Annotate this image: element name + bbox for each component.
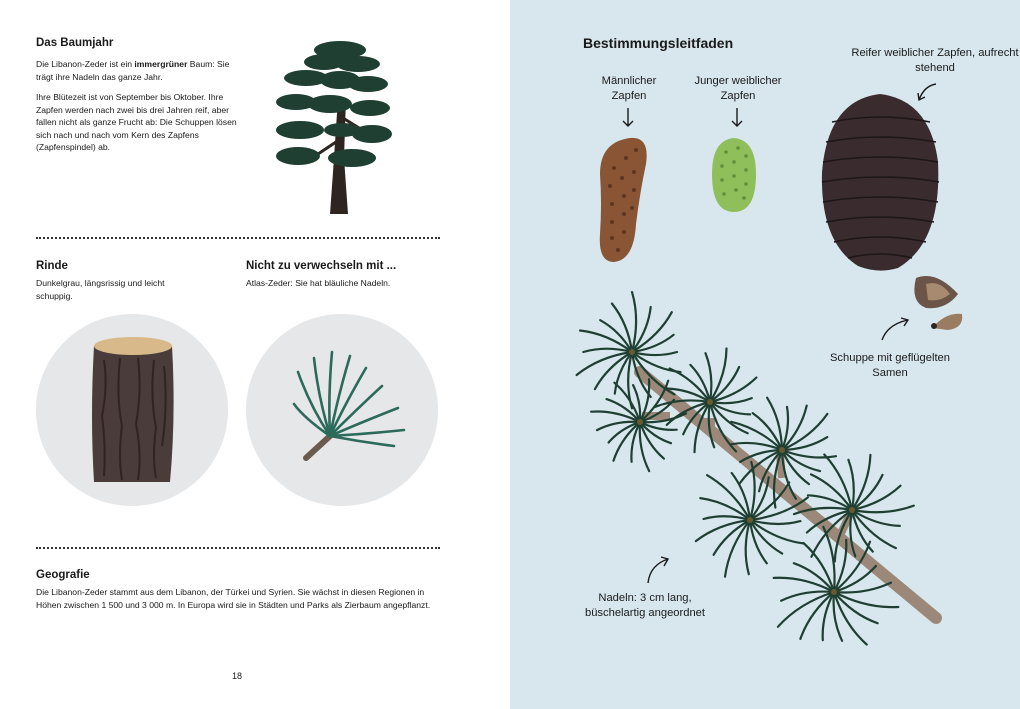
divider-2 — [36, 547, 440, 549]
baumjahr-paragraph-2: Ihre Blütezeit ist von September bis Oktober. Ihre Zapfen werden nach zwei bis drei Jahren reif, aber fallen nicht als ganze Frucht ab: Die Schuppen lösen sich nach und nach vom Kern des Zapfens (Zapfenspindel) ab. — [36, 92, 237, 153]
needle-cluster-center — [629, 349, 635, 355]
needle — [746, 520, 750, 574]
young-cone-label: Junger weiblicher Zapfen — [694, 75, 782, 102]
young-cone-arrow-icon — [731, 108, 743, 128]
male-cone-arrow-icon — [622, 108, 634, 128]
geografie-text: Die Libanon-Zeder stammt aus dem Libanon, der Türkei und Syrien. Sie wächst in diesen Regionen in Höhen zwischen 1 500 und 3 000 m. In Europa wird sie in Städten und Parks als Zierbaum angepflanzt. — [36, 587, 431, 610]
baumjahr-paragraph-1: Die Libanon-Zeder ist ein immergrüner Baum: Sie trägt ihre Nadeln das ganze Jahr. — [36, 59, 230, 82]
needle-cluster-center — [831, 589, 837, 595]
male-cone-illustration — [592, 134, 652, 266]
needle — [750, 520, 800, 524]
needle — [704, 516, 751, 520]
scale-seed-label: Schuppe mit geflügelten Samen — [829, 352, 951, 379]
needle-cluster-center — [707, 399, 713, 405]
cedar-tree-illustration — [272, 38, 392, 216]
needle — [823, 592, 834, 640]
needle — [778, 592, 834, 627]
verwechseln-heading: Nicht zu verwechseln mit ... — [246, 260, 397, 272]
needle — [774, 578, 834, 592]
rinde-heading: Rinde — [36, 260, 68, 272]
needle — [834, 592, 898, 607]
needles-arrow-icon — [646, 557, 670, 585]
bark-illustration — [90, 336, 176, 486]
page-number: 18 — [232, 671, 243, 681]
young-cone-illustration — [710, 136, 758, 214]
needle-cluster-center — [779, 447, 785, 453]
baumjahr-heading: Das Baumjahr — [36, 37, 114, 49]
needle-cluster-center — [747, 517, 753, 523]
needle-cluster-center — [849, 507, 855, 513]
needle — [707, 475, 750, 520]
needle — [595, 352, 632, 389]
mature-cone-label: Reifer weiblicher Zapfen, aufrecht stehend — [851, 47, 1019, 74]
guide-title: Bestimmungsleitfaden — [583, 35, 734, 51]
needle — [632, 352, 677, 355]
verwechseln-text: Atlas-Zeder: Sie hat bläuliche Nadeln. — [246, 278, 391, 288]
mature-cone-illustration — [818, 92, 942, 272]
divider-1 — [36, 237, 440, 239]
needle — [583, 349, 632, 352]
rinde-text: Dunkelgrau, längsrissig und leicht schuppig. — [36, 278, 165, 301]
needles-label: Nadeln: 3 cm lang, büschelartig angeordnet — [584, 592, 706, 619]
atlas-cedar-twig-illustration — [290, 346, 410, 462]
geografie-heading: Geografie — [36, 569, 90, 581]
needle-cluster-center — [637, 419, 643, 425]
male-cone-label: Männlicher Zapfen — [601, 75, 657, 102]
needle — [632, 292, 636, 352]
